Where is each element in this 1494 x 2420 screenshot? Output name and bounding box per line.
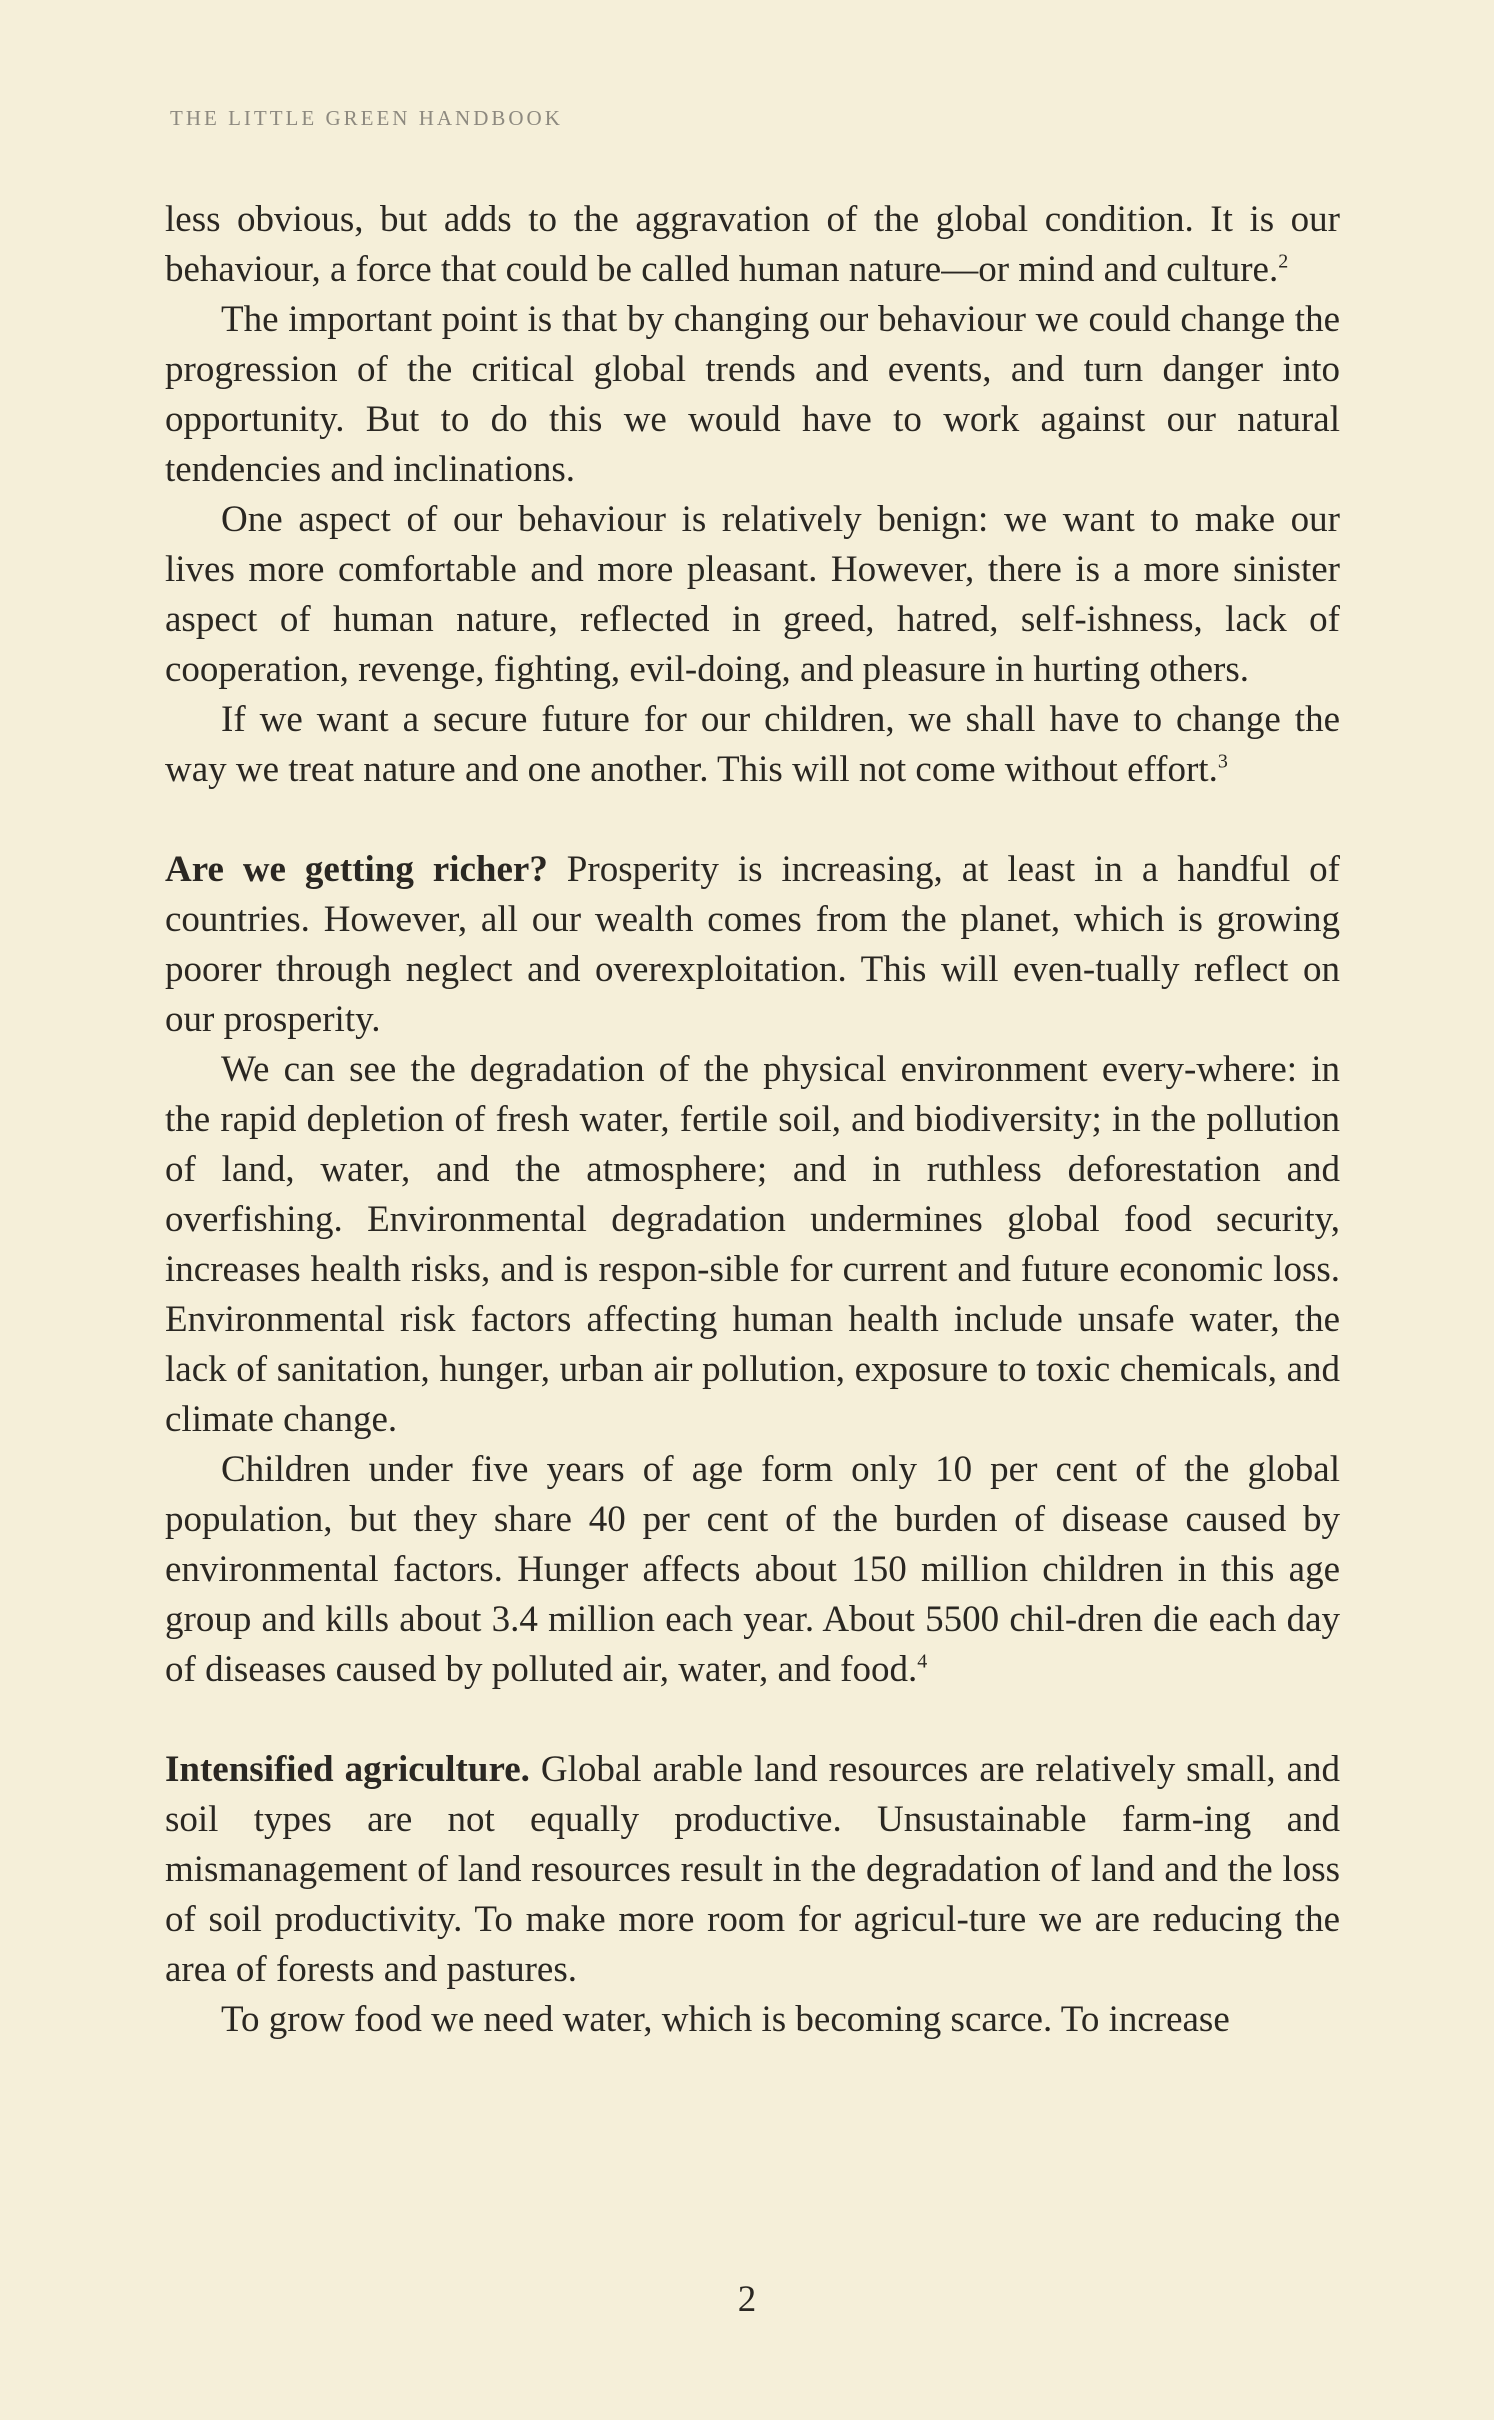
paragraph bbox=[165, 1045, 1340, 1445]
run-in-heading: Are we getting richer? bbox=[165, 849, 548, 890]
paragraph-text: Global arable land resources are relatively small, and soil types are not equally productive. Unsustainable farm-ing and mismanagement of land resources result in the degradation of land and the loss of soil productivity. To make more room for agricul-ture we are reducing the area of forests and pastures. bbox=[165, 1749, 1341, 1990]
paragraph bbox=[165, 1995, 1340, 2045]
paragraph-text: The important point is that by changing our behaviour we could change the progression of the critical global trends and events, and turn danger into opportunity. But to do this we would have to work against our natural tendencies and inclinations. bbox=[165, 299, 1340, 490]
body-text bbox=[165, 195, 1340, 2045]
section-paragraph bbox=[165, 845, 1340, 1045]
section-paragraph bbox=[165, 1745, 1340, 1995]
paragraph bbox=[165, 495, 1340, 695]
paragraph-text: If we want a secure future for our children, we shall have to change the way we treat nature and one another. This will not come without effort. bbox=[165, 699, 1340, 790]
paragraph-text: less obvious, but adds to the aggravation of the global condition. It is our behaviour, a force that could be called human nature—or mind and culture. bbox=[165, 199, 1340, 290]
running-head: THE LITTLE GREEN HANDBOOK bbox=[170, 106, 563, 130]
paragraph-continuation bbox=[165, 195, 1340, 295]
paragraph-text: To grow food we need water, which is becoming scarce. To increase bbox=[221, 1999, 1230, 2040]
paragraph bbox=[165, 695, 1340, 795]
paragraph-text: Children under five years of age form only 10 per cent of the global population, but they share 40 per cent of the burden of disease caused by environmental factors. Hunger affects about 150 million children in this age group and kills about 3.4 million each year. About 5500 chil-dren die each day of diseases caused by polluted air, water, and food. bbox=[165, 1449, 1340, 1690]
footnote-ref: 4 bbox=[917, 1650, 928, 1673]
footnote-ref: 3 bbox=[1217, 750, 1228, 773]
run-in-heading: Intensified agriculture. bbox=[165, 1749, 530, 1790]
paragraph bbox=[165, 1445, 1340, 1695]
paragraph-text: We can see the degradation of the physical environment every-where: in the rapid depletion of fresh water, fertile soil, and biodiversity; in the pollution of land, water, and the atmosphere; and in ruthless deforestation and overfishing. Environmental degradation undermines global food security, increases health risks, and is respon-sible for current and future economic loss. Environmental risk factors affecting human health include unsafe water, the lack of sanitation, hunger, urban air pollution, exposure to toxic chemicals, and climate change. bbox=[165, 1049, 1340, 1440]
paragraph-text: One aspect of our behaviour is relatively benign: we want to make our lives more comfortable and more pleasant. However, there is a more sinister aspect of human nature, reflected in greed, hatred, self-ishness, lack of cooperation, revenge, fighting, evil-doing, and pleasure in hurting others. bbox=[165, 499, 1340, 690]
paragraph-text: Prosperity is increasing, at least in a handful of countries. However, all our wealth comes from the planet, which is growing poorer through neglect and overexploitation. This will even-tually reflect on our prosperity. bbox=[165, 849, 1340, 1040]
footnote-ref: 2 bbox=[1278, 250, 1289, 273]
paragraph bbox=[165, 295, 1340, 495]
page-number: 2 bbox=[737, 2279, 757, 2320]
